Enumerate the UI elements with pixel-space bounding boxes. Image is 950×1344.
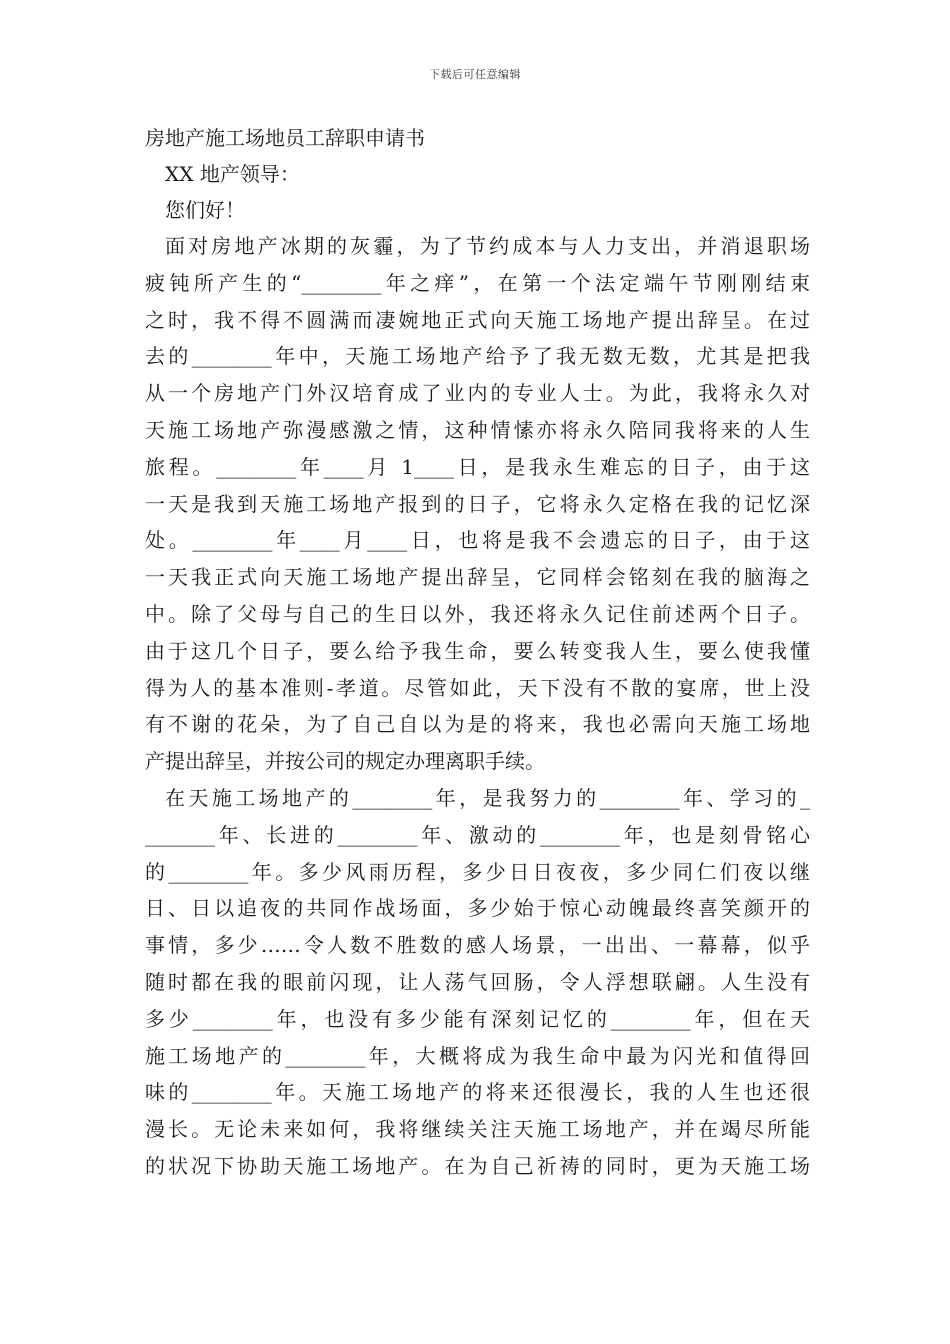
document-title: 房地产施工场地员工辞职申请书	[145, 126, 425, 150]
paragraph-line: 日、日以追夜的共同作战场面，多少始于惊心动魄最终喜笑颜开的	[145, 896, 810, 921]
paragraph-line: 的________年。多少风雨历程，多少日日夜夜，多少同仁们夜以继	[145, 859, 810, 884]
paragraph-line: 旅程。________年____月 1____日，是我永生难忘的日子，由于这	[145, 454, 810, 479]
paragraph-line: 味的________年。天施工场地产的将来还很漫长，我的人生也还很	[145, 1080, 810, 1105]
paragraph-line: 处。________年____月____日，也将是我不会遗忘的日子，由于这	[145, 528, 810, 553]
paragraph-line: 从一个房地产门外汉培育成了业内的专业人士。为此，我将永久对	[145, 381, 810, 406]
paragraph-line: 得为人的基本准则-孝道。尽管如此，天下没有不散的宴席，世上没	[145, 675, 810, 700]
paragraph-line: _______年、长进的________年、激动的________年，也是刻骨铭心	[145, 822, 810, 847]
paragraph-1	[145, 228, 810, 780]
paragraph-line: 有不谢的花朵，为了自己自以为是的将来，我也必需向天施工场地	[145, 712, 810, 737]
paragraph-line: 天施工场地产弥漫感激之情，这种情愫亦将永久陪同我将来的人生	[145, 417, 810, 442]
paragraph-line: 一天是我到天施工场地产报到的日子，它将永久定格在我的记忆深	[145, 491, 810, 516]
paragraph-line: 之时，我不得不圆满而凄婉地正式向天施工场地产提出辞呈。在过	[145, 307, 810, 332]
paragraph-line: 去的________年中，天施工场地产给予了我无数无数，尤其是把我	[145, 344, 810, 369]
paragraph-line: 施工场地产的________年，大概将成为我生命中最为闪光和值得回	[145, 1043, 810, 1068]
paragraph-line: 疲钝所产生的“________年之痒”，在第一个法定端午节刚刚结束	[145, 270, 810, 295]
greeting: 您们好！	[165, 198, 245, 222]
paragraph-line: 由于这几个日子，要么给予我生命，要么转变我人生，要么使我懂	[145, 638, 810, 663]
paragraph-line: 产提出辞呈，并按公司的规定办理离职手续。	[145, 749, 545, 774]
paragraph-2	[145, 780, 810, 1185]
paragraph-line: 事情，多少……令人数不胜数的感人场景，一出出、一幕幕，似乎	[145, 933, 810, 958]
paragraph-line: 面对房地产冰期的灰霾，为了节约成本与人力支出，并消退职场	[165, 234, 810, 258]
paragraph-line: 多少________年，也没有多少能有深刻记忆的________年，但在天	[145, 1006, 810, 1031]
paragraph-line: 一天我正式向天施工场地产提出辞呈，它同样会铭刻在我的脑海之	[145, 565, 810, 590]
page-header-note: 下载后可任意编辑	[429, 68, 521, 81]
document-body	[145, 120, 810, 1185]
paragraph-line: 在天施工场地产的________年，是我努力的________年、学习的_	[165, 785, 810, 810]
paragraph-line: 漫长。无论未来如何，我将继续关注天施工场地产，并在竭尽所能	[145, 1117, 810, 1142]
paragraph-line: 的状况下协助天施工场地产。在为自己祈祷的同时，更为天施工场	[145, 1153, 810, 1178]
paragraph-line: 随时都在我的眼前闪现，让人荡气回肠，令人浮想联翩。人生没有	[145, 969, 810, 994]
salutation: XX 地产领导：	[165, 162, 300, 186]
paragraph-line: 中。除了父母与自己的生日以外，我还将永久记住前述两个日子。	[145, 601, 810, 626]
